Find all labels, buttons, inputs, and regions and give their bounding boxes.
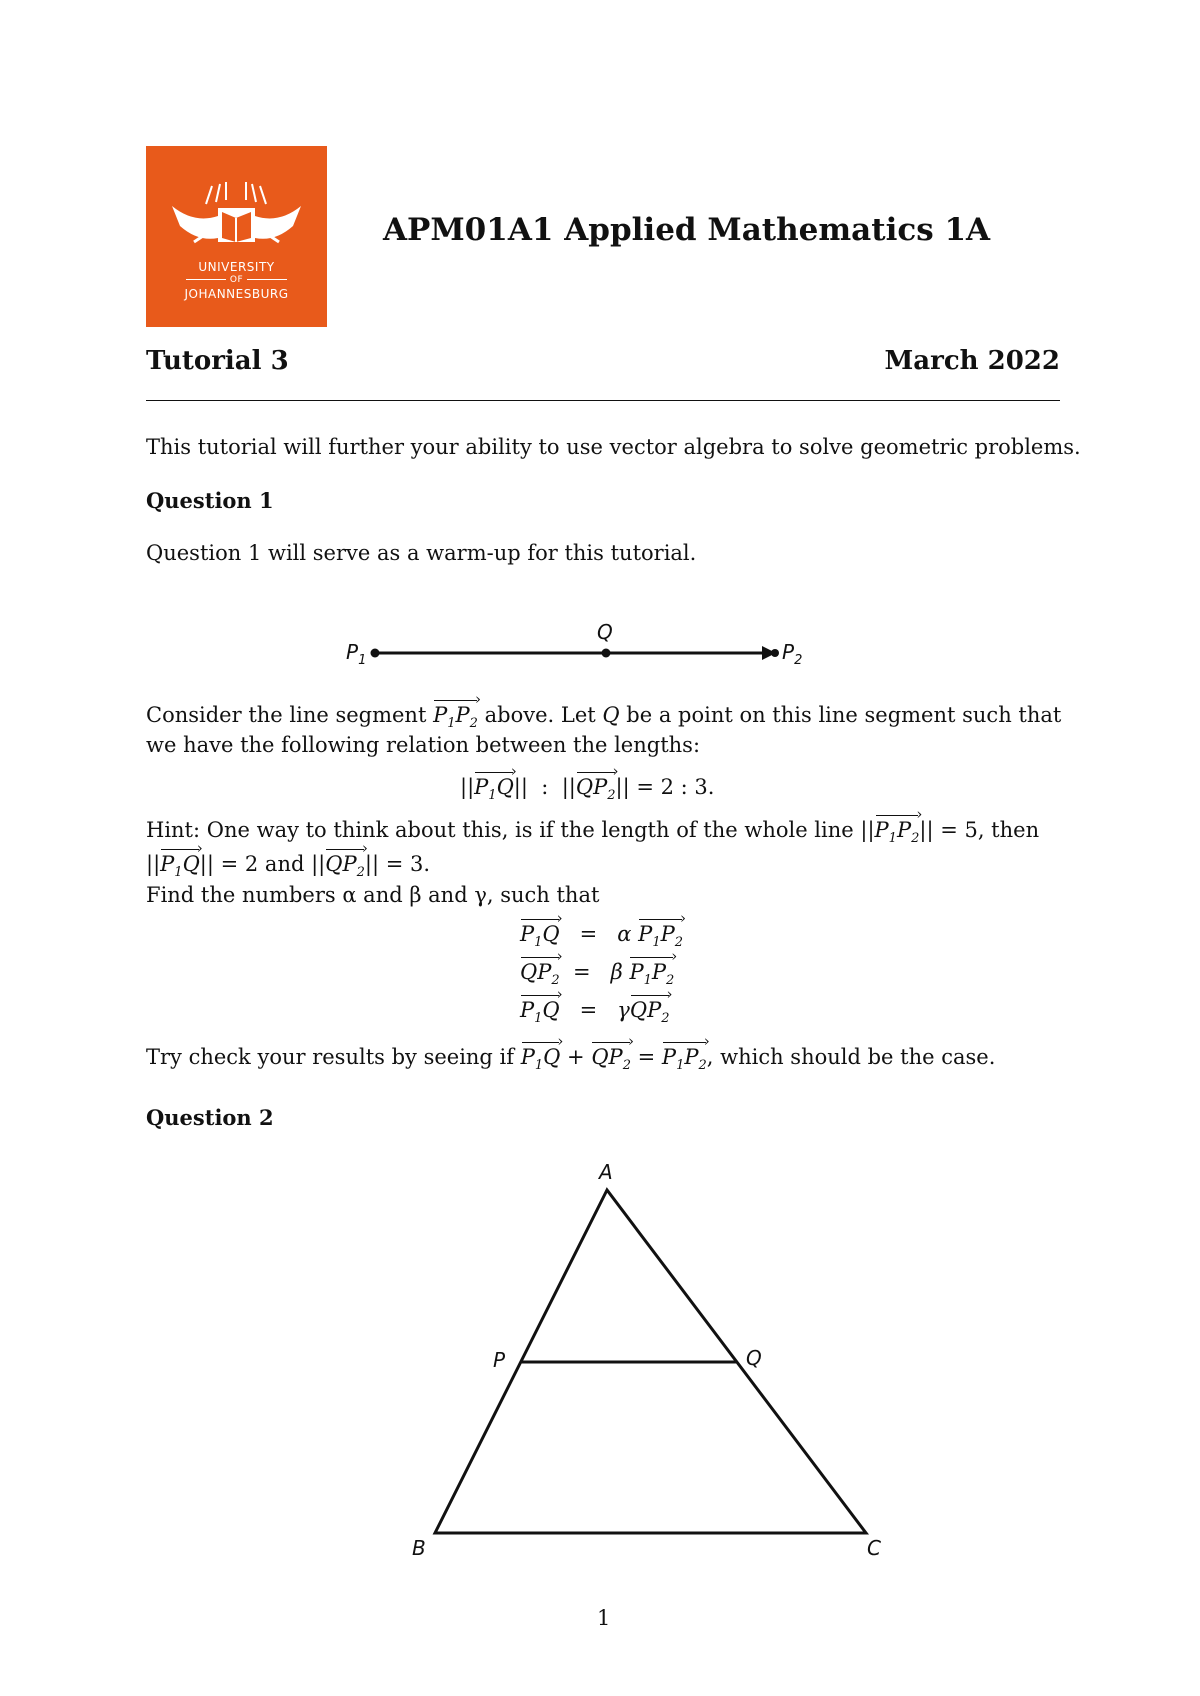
q1-hint-line1: Hint: One way to think about this, is if the length of the whole line $||P_1P_2$ ›|| = 5, then bbox=[146, 818, 1039, 846]
date-label: March 2022 bbox=[884, 346, 1060, 376]
label-c: C bbox=[867, 1536, 881, 1560]
label-q: Q bbox=[597, 620, 613, 644]
page-number: 1 bbox=[597, 1606, 611, 1630]
q1-consider-line1: Consider the line segment $P_1P_2$ › above. Let Q be a point on this line segment such that bbox=[146, 703, 1061, 731]
question-1-heading: Question 1 bbox=[146, 488, 274, 513]
label-q2: Q bbox=[746, 1346, 762, 1370]
q1-ratio: $||P_1Q$ ›|| : $||QP_2$ ›|| = 2 : 3. bbox=[460, 775, 714, 803]
label-b: B bbox=[412, 1536, 426, 1560]
university-logo bbox=[146, 146, 327, 327]
point-q bbox=[602, 649, 611, 658]
document-title: APM01A1 Applied Mathematics 1A bbox=[383, 212, 991, 248]
equation-3: $P_1Q$ › = γQP$_2$ › bbox=[520, 998, 670, 1026]
equation-2: $QP_2$ › = β $P_1P_2$ › bbox=[520, 960, 674, 988]
tutorial-label: Tutorial 3 bbox=[146, 346, 289, 376]
label-p2: $P_2$ bbox=[782, 640, 803, 668]
logo-line-johannesburg: JOHANNESBURG bbox=[184, 287, 289, 301]
intro-text: This tutorial will further your ability to use vector algebra to solve geometric problems. bbox=[146, 435, 1081, 459]
label-p: P bbox=[493, 1348, 506, 1372]
label-p1: $P_1$ bbox=[346, 640, 367, 668]
q1-hint-line2: $||P_1Q$ ›|| = 2 and $||QP_2$ ›|| = 3. bbox=[146, 852, 430, 880]
logo-line-of: OF bbox=[146, 275, 327, 285]
triangle-diagram bbox=[0, 1160, 1200, 1560]
question-2-heading: Question 2 bbox=[146, 1105, 274, 1130]
label-a: A bbox=[599, 1160, 613, 1184]
point-p1 bbox=[371, 649, 380, 658]
logo-line-university: UNIVERSITY bbox=[198, 260, 275, 274]
q1-consider-line2: we have the following relation between the lengths: bbox=[146, 733, 701, 757]
header-rule bbox=[146, 400, 1060, 401]
q1-warmup-text: Question 1 will serve as a warm-up for this tutorial. bbox=[146, 541, 697, 565]
equation-1: $P_1Q$ › = α $P_1P_2$ › bbox=[520, 922, 683, 950]
q1-check-text: Try check your results by seeing if $P_1Q$ › + $QP_2$ › = $P_1P_2$ ›, which should be the case. bbox=[146, 1045, 995, 1073]
q1-find-text: Find the numbers α and β and γ, such that bbox=[146, 883, 600, 907]
